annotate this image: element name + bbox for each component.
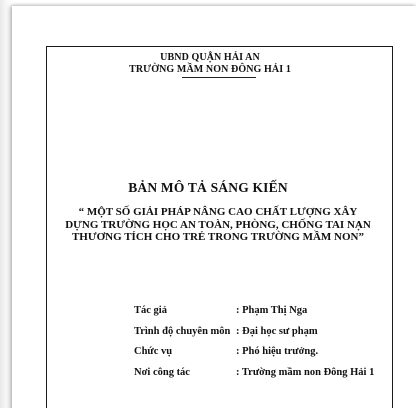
school-name: TRƯỜNG MẦM NON ĐÔNG HẢI 1 — [129, 64, 291, 75]
info-value: : Phạm Thị Nga — [236, 305, 308, 316]
document-subtitle: “ MỘT SỐ GIẢI PHÁP NÂNG CAO CHẤT LƯỢNG XÂY DỰNG TRƯỜNG HỌC AN TOÀN, PHÒNG, CHỐNG TAI NẠN THƯƠNG TÍCH CHO TRẺ TRONG TRƯỜNG MẦM NON” — [65, 206, 371, 243]
info-label: Chức vụ — [134, 346, 173, 357]
info-value: : Phó hiệu trưởng. — [236, 346, 319, 357]
document-title: BẢN MÔ TẢ SÁNG KIẾN — [128, 180, 288, 195]
info-label: Trình độ chuyên môn — [134, 325, 231, 337]
district-name: UBND QUẬN HẢI AN — [160, 52, 260, 63]
info-value: : Đại học sư phạm — [236, 325, 318, 337]
info-label: Nơi công tác — [134, 366, 190, 378]
info-value: : Trường mầm non Đông Hải 1 — [236, 366, 375, 378]
info-label: Tác giả — [134, 305, 167, 316]
header-underline — [182, 77, 256, 78]
